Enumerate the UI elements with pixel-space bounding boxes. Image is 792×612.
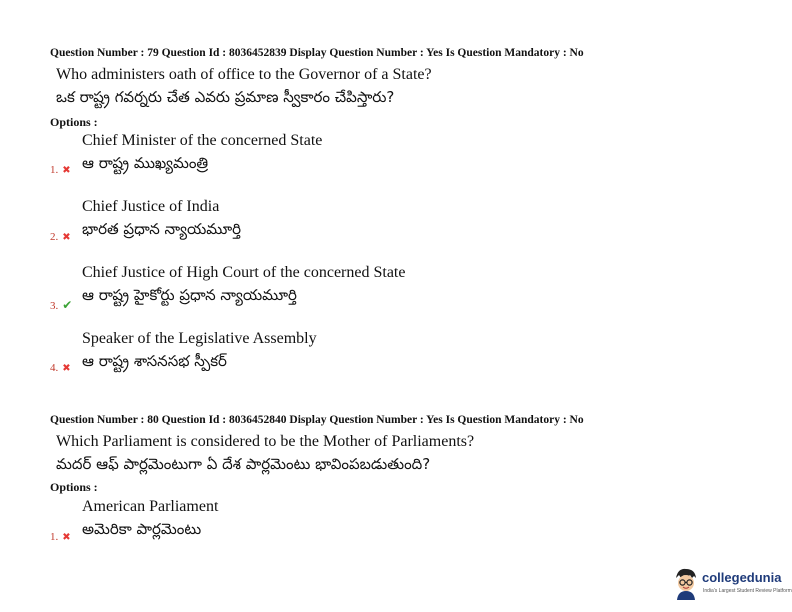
option-1-number — [50, 531, 71, 543]
mascot-icon — [672, 566, 700, 600]
option-1-te: ఆ రాష్ట్ర ముఖ్యమంత్రి — [82, 154, 209, 172]
option-2-te: భారత ప్రధాన న్యాయమూర్తి — [82, 220, 242, 238]
option-1-en: American Parliament — [82, 498, 219, 515]
option-3-en: Chief Justice of High Court of the concerned State — [82, 264, 406, 281]
question-text-en: Which Parliament is considered to be the Mother of Parliaments? — [56, 433, 475, 450]
question-text-te: మదర్ ఆఫ్ పార్లమెంటుగా ఏ దేశ పార్లమెంటు భావింపబడుతుంది? — [56, 455, 431, 473]
logo-tagline: India's Largest Student Review Platform — [703, 588, 792, 594]
option-number-label: 1. — [50, 531, 59, 543]
cross-icon: ✖ — [62, 363, 71, 374]
cross-icon: ✖ — [62, 232, 71, 243]
logo-name: collegedunia — [702, 570, 782, 585]
option-1-number — [50, 164, 71, 176]
option-number-label: 2. — [50, 231, 59, 243]
option-2-en: Chief Justice of India — [82, 198, 220, 215]
option-4-en: Speaker of the Legislative Assembly — [82, 330, 317, 347]
option-4-number — [50, 362, 71, 374]
option-3-te: ఆ రాష్ట్ర హైకోర్టు ప్రధాన న్యాయమూర్తి — [82, 286, 297, 304]
cross-icon: ✖ — [62, 165, 71, 176]
options-label: Options : — [50, 480, 98, 494]
option-1-en: Chief Minister of the concerned State — [82, 132, 323, 149]
option-1-te: అమెరికా పార్లమెంటు — [82, 520, 202, 538]
option-3-number — [50, 298, 72, 313]
cross-icon: ✖ — [62, 532, 71, 543]
check-icon: ✔ — [62, 298, 73, 312]
option-number-label: 4. — [50, 362, 59, 374]
option-4-te: ఆ రాష్ట్ర శాసనసభ స్పీకర్ — [82, 352, 227, 370]
option-number-label: 3. — [50, 300, 59, 312]
collegedunia-logo — [672, 566, 792, 602]
question-header: Question Number : 80 Question Id : 8036452840 Display Question Number : Yes Is Question Mandatory : No — [50, 414, 584, 426]
options-label: Options : — [50, 115, 98, 129]
option-2-number — [50, 231, 71, 243]
question-header: Question Number : 79 Question Id : 8036452839 Display Question Number : Yes Is Question Mandatory : No — [50, 47, 584, 59]
question-text-te: ఒక రాష్ట్ర గవర్నరు చేత ఎవరు ప్రమాణ స్వీకారం చేపిస్తారు? — [56, 88, 395, 106]
option-number-label: 1. — [50, 164, 59, 176]
question-text-en: Who administers oath of office to the Governor of a State? — [56, 66, 432, 83]
